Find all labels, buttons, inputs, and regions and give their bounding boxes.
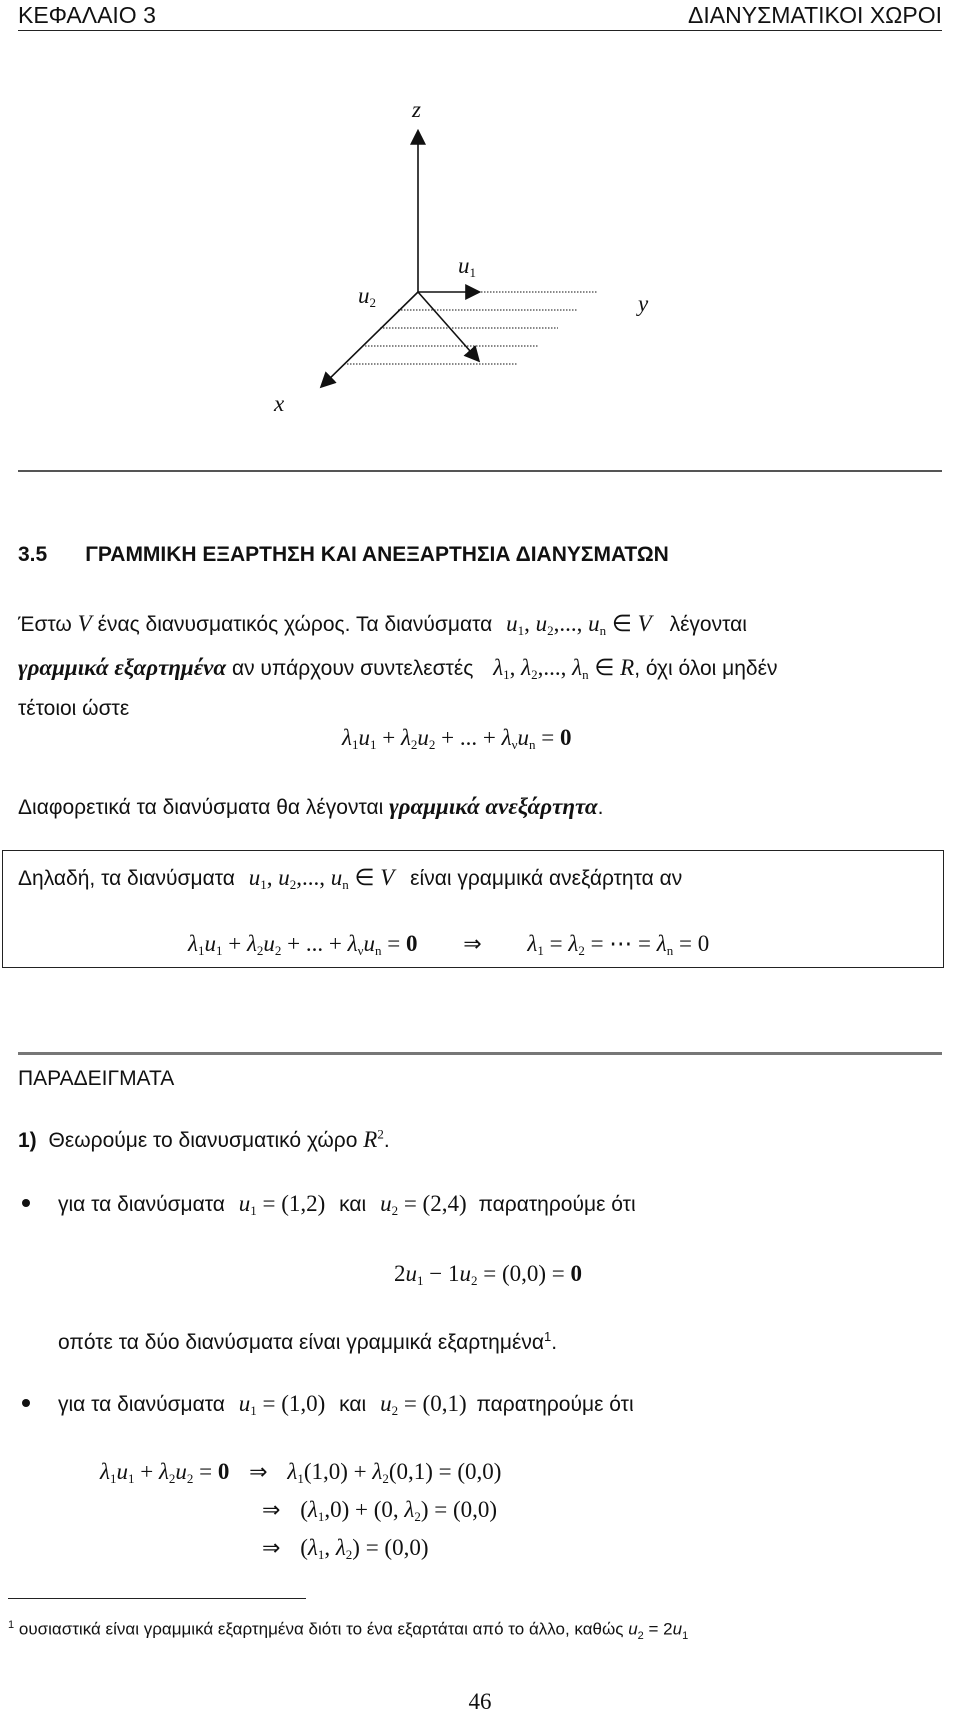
derivation-line-1: $\lambda_1u_1 + \lambda_2u_2 = 0$ ⇒ $\lambda_1(1,0) + \lambda_2(0,1) = (0,0)$ xyxy=(100,1459,502,1486)
u2-vector xyxy=(418,292,478,360)
examples-rule xyxy=(18,1052,942,1055)
box-equation: $\lambda_1u_1 + \lambda_2u_2$ + ... + $\lambda_\nu u_n = 0$ ⇒ $\lambda_1 = \lambda_2$ = ⋯ = $\lambda_n = 0$ xyxy=(188,931,710,958)
definition-line-1: Έστω V ένας διανυσματικός χώρος. Τα διανύσματα $u_1$, $u_2$,..., $u_n$ ∈ V λέγονται xyxy=(18,611,747,638)
implies-icon: ⇒ xyxy=(262,1536,281,1561)
x-label: x xyxy=(274,391,285,416)
u2-label: $u_2$ xyxy=(358,283,376,310)
independence-definition: Διαφορετικά τα διανύσματα θα λέγονται γραμμικά ανεξάρτητα. xyxy=(18,794,604,819)
u1-label: $u_1$ xyxy=(458,253,476,280)
derivation-line-3: ⇒ ($\lambda_1$, $\lambda_2) = (0,0)$ xyxy=(262,1535,429,1562)
bullet-1-conclusion: οπότε τα δύο διανύσματα είναι γραμμικά εξαρτημένα$^1$. xyxy=(58,1329,558,1354)
separator-rule xyxy=(18,470,942,472)
derivation-line-2: ⇒ $(\lambda_1,0) + (0$, $\lambda_2) = (0,0)$ xyxy=(262,1497,498,1524)
chapter-title: ΔΙΑΝΥΣΜΑΤΙΚΟΙ ΧΩΡΟΙ xyxy=(688,2,942,28)
implies-icon: ⇒ xyxy=(463,932,482,957)
footnote-rule xyxy=(8,1598,306,1599)
dependence-equation: $\lambda_1u_1 + \lambda_2u_2$ + ... + $\lambda_\nu u_n = 0$ xyxy=(342,725,572,752)
chapter-label: ΚΕΦΑΛΑΙΟ 3 xyxy=(18,2,156,28)
vector-diagram xyxy=(0,80,960,440)
implies-icon: ⇒ xyxy=(249,1460,268,1485)
y-label: y xyxy=(638,291,649,316)
bullet-1 xyxy=(22,1199,30,1207)
implies-icon: ⇒ xyxy=(262,1498,281,1523)
z-label: z xyxy=(412,97,421,122)
page-header xyxy=(18,0,942,31)
footnote: $^1$ ουσιαστικά είναι γραμμικά εξαρτημένα διότι το ένα εξαρτάται από το άλλο, καθώς $u_2 = 2u_1$ xyxy=(8,1619,689,1643)
bullet-1-text: για τα διανύσματα $u_1 = (1,2)$ και $u_2 = (2,4)$ παρατηρούμε ότι xyxy=(58,1191,636,1218)
box-line-1: Δηλαδή, τα διανύσματα $u_1$, $u_2$,..., $u_n$ ∈ V είναι γραμμικά ανεξάρτητα αν xyxy=(18,865,683,892)
example-1: 1) Θεωρούμε το διανυσματικό χώρο $R^2$. xyxy=(18,1126,390,1152)
section-heading: 3.5 ΓΡΑΜΜΙΚΗ ΕΞΑΡΤΗΣΗ ΚΑΙ ΑΝΕΞΑΡΤΗΣΙΑ ΔΙΑΝΥΣΜΑΤΩΝ xyxy=(18,543,669,566)
definition-line-2: γραμμικά εξαρτημένα αν υπάρχουν συντελεστές $\lambda_1$, $\lambda_2$,..., $\lambda_n$ ∈ R, όχι όλοι μηδέν xyxy=(18,655,778,682)
bullet-1-equation: $2u_1 - 1u_2 = (0,0) = 0$ xyxy=(394,1261,582,1288)
bullet-2-text: για τα διανύσματα $u_1 = (1,0)$ και $u_2 = (0,1)$ παρατηρούμε ότι xyxy=(58,1391,634,1418)
bullet-2 xyxy=(22,1399,30,1407)
page-number: 46 xyxy=(468,1689,492,1714)
definition-line-3: τέτοιοι ώστε xyxy=(18,697,130,720)
examples-heading: ΠΑΡΑΔΕΙΓΜΑΤΑ xyxy=(18,1067,175,1090)
